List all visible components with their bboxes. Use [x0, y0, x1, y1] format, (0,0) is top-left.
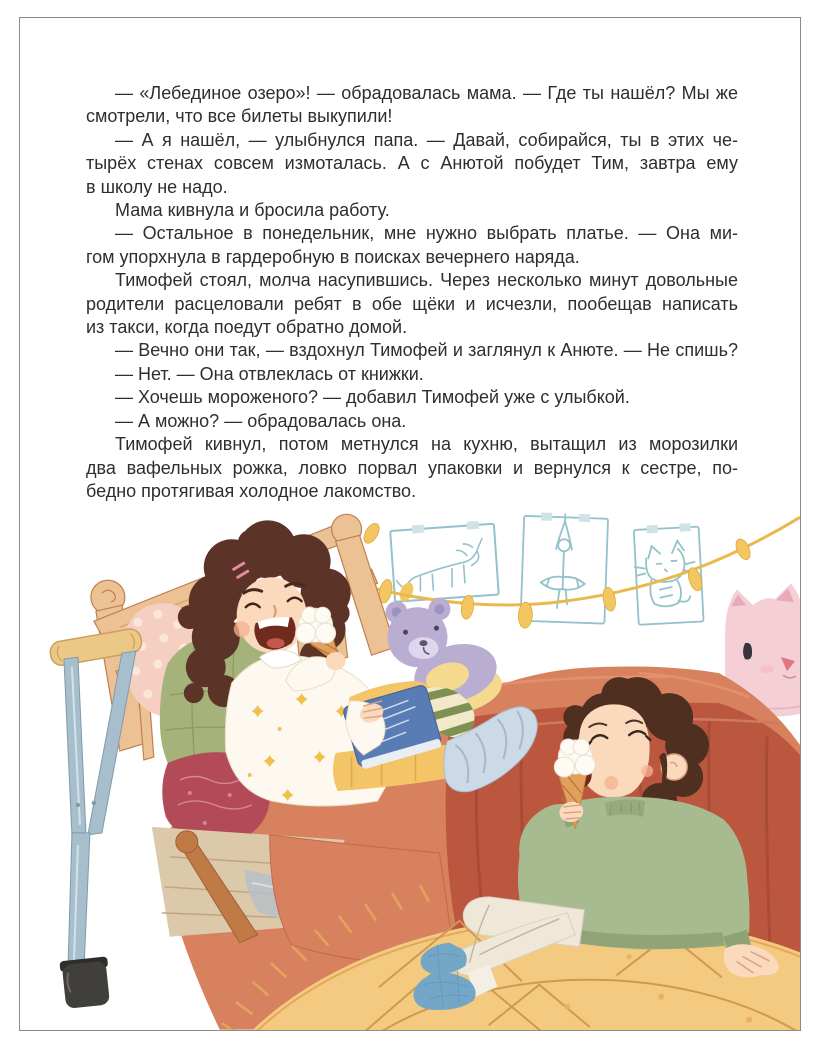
- story-line: два вафельных рожка, ловко порвал упаковки и вернулся к сестре, по-: [86, 457, 738, 478]
- story-line: смотрели, что все билеты выкупили!: [86, 106, 393, 127]
- story-paragraph: [86, 339, 738, 362]
- story-line: — Остальное в понедельник, мне нужно выбрать платье. — Она ми-: [115, 223, 738, 244]
- story-paragraph: [86, 129, 738, 199]
- story-paragraph: [86, 222, 738, 269]
- crutch: [49, 627, 144, 1009]
- story-line: — «Лебединое озеро»! — обрадовалась мама. — Где ты нашёл? Мы же: [115, 83, 738, 103]
- story-line: — Нет. — Она отвлеклась от книжки.: [115, 363, 424, 384]
- story-line: Тимофей стоял, молча насупившись. Через несколько минут довольные: [115, 270, 738, 291]
- wall-drawing-ballerina: [521, 512, 609, 624]
- story-line: тырёх стенах совсем измоталась. А с Анютой побудет Тим, завтра ему: [86, 153, 738, 174]
- story-line: родители расцеловали ребят в обе щёки и исчезли, пообещав написать: [86, 293, 738, 314]
- story-paragraph: [86, 199, 738, 222]
- story-paragraph: [86, 433, 738, 503]
- story-line: гом упорхнула в гардеробную в поисках вечернего наряда.: [86, 246, 580, 267]
- story-paragraph: [86, 410, 738, 433]
- story-line: Тимофей кивнул, потом метнулся на кухню, вытащил из морозилки: [115, 434, 738, 455]
- illustration: [20, 505, 800, 1030]
- story-line: Мама кивнула и бросила работу.: [115, 200, 390, 221]
- story-line: — Хочешь мороженого? — добавил Тимофей уже с улыбкой.: [115, 387, 630, 408]
- story-paragraph: [86, 82, 738, 129]
- wall-drawing-unicorn: [390, 520, 499, 605]
- story-line: — Вечно они так, — вздохнул Тимофей и заглянул к Анюте. — Не спишь?: [115, 340, 738, 361]
- story-paragraph: [86, 363, 738, 386]
- story-paragraph: [86, 269, 738, 339]
- story-line: из такси, когда поедут обратно домой.: [86, 317, 408, 338]
- story-line: — А можно? — обрадовалась она.: [115, 410, 407, 431]
- story-paragraph: [86, 386, 738, 409]
- book-page: [19, 17, 801, 1031]
- story-line: — А я нашёл, — улыбнулся папа. — Давай, собирайся, ты в этих че-: [115, 129, 738, 150]
- story-text: [86, 82, 738, 503]
- story-line: бедно протягивая холодное лакомство.: [86, 480, 417, 501]
- story-line: в школу не надо.: [86, 176, 228, 197]
- leaf-garland: [312, 517, 800, 628]
